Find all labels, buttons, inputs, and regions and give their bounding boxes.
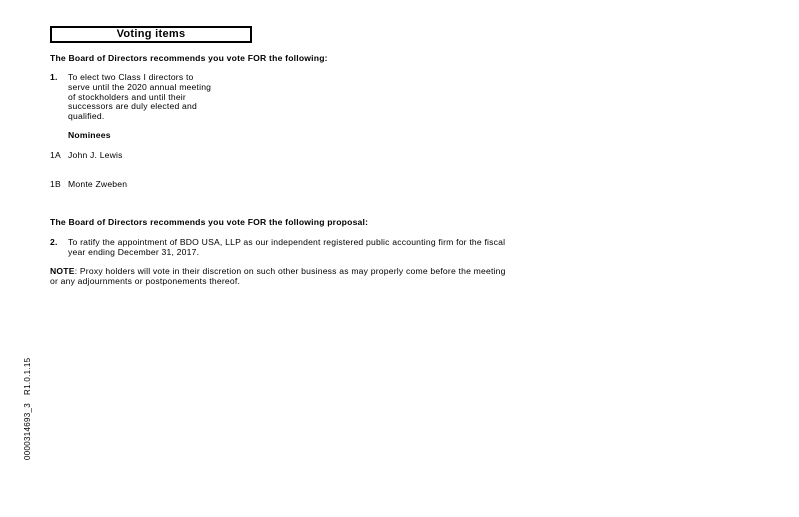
nominee-name: Monte Zweben bbox=[68, 179, 128, 189]
nominees-heading: Nominees bbox=[68, 130, 111, 140]
note-text: : Proxy holders will vote in their discretion on such other business as may properly come before the meeting bbox=[74, 266, 506, 276]
item-description-line: To ratify the appointment of BDO USA, LLP as our independent registered public accounting firm for the fiscal bbox=[68, 237, 506, 247]
note-line-2: or any adjournments or postponements thereof. bbox=[50, 276, 241, 286]
recommendation-prefix: The Board of Directors recommends you vote bbox=[50, 217, 248, 227]
item-description bbox=[68, 73, 211, 122]
note-label: NOTE bbox=[50, 266, 75, 276]
item-description-line: serve until the 2020 annual meeting bbox=[68, 81, 212, 92]
document-control-id bbox=[23, 350, 32, 460]
item-number: 2. bbox=[50, 237, 58, 247]
nominee-code: 1A bbox=[50, 150, 61, 160]
recommendation-suffix: the following proposal: bbox=[266, 217, 369, 227]
document-revision: R1.0.1.15 bbox=[23, 357, 32, 395]
item-description-line: successors are duly elected and bbox=[68, 101, 197, 112]
recommendation-emphasis: FOR bbox=[247, 217, 267, 227]
nominee-name: John J. Lewis bbox=[68, 150, 123, 160]
recommendation-prefix: The Board of Directors recommends you vote bbox=[50, 53, 248, 63]
item-description-line: To elect two Class I directors to bbox=[68, 72, 194, 82]
item-description-line: year ending December 31, 2017. bbox=[68, 247, 200, 257]
recommendation-suffix: the following: bbox=[266, 53, 328, 63]
recommendation-emphasis: FOR bbox=[247, 53, 267, 63]
board-recommendation-heading-2 bbox=[50, 218, 368, 228]
section-title: Voting items bbox=[50, 26, 252, 43]
nominee-code: 1B bbox=[50, 179, 61, 189]
item-description-line: of stockholders and until their bbox=[68, 91, 186, 102]
board-recommendation-heading-1 bbox=[50, 54, 328, 64]
document-code: 0000314693_3 bbox=[23, 403, 32, 460]
item-number: 1. bbox=[50, 72, 58, 82]
item-description-line: qualified. bbox=[68, 111, 105, 122]
